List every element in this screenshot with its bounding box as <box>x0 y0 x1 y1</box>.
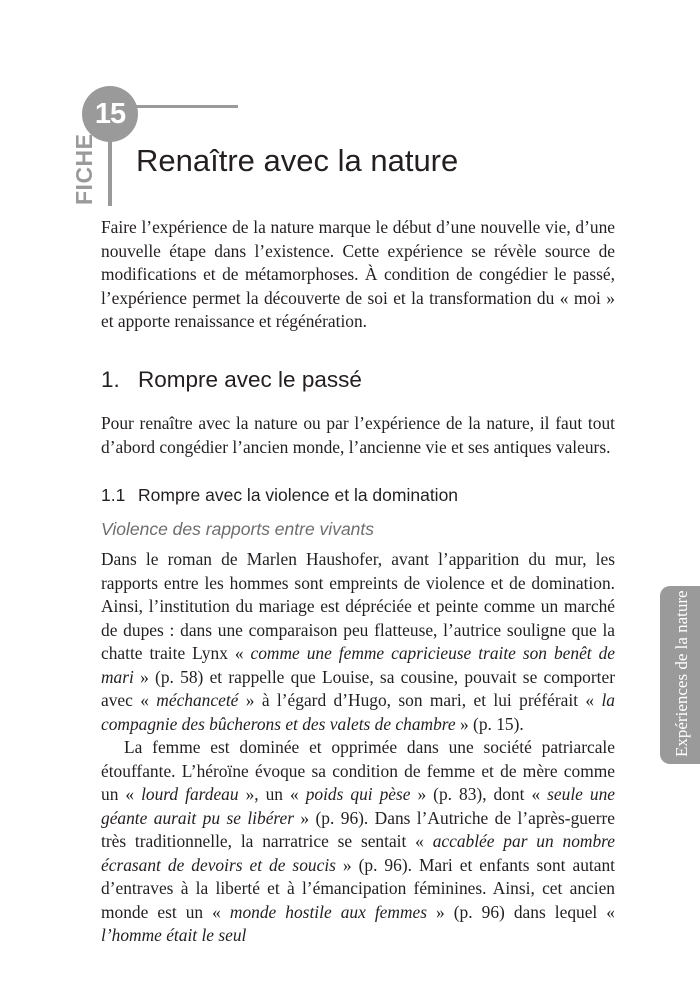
section-number: 1. <box>101 367 120 392</box>
quote: seule une géante aurait pu se libérer <box>101 784 615 828</box>
quote: méchanceté <box>156 690 239 710</box>
quote: monde hostile aux femmes <box>229 901 427 922</box>
quote: comme une femme capricieuse traite son benêt de mari <box>101 643 615 687</box>
subsection-number: 1.1 <box>101 485 126 505</box>
subsection-heading <box>101 485 458 506</box>
section-intro-paragraph: Pour renaître avec la nature ou par l’expérience de la nature, il faut tout d’abord congédier l’ancien monde, l’ancienne vie et ses antiques valeurs. <box>101 413 615 457</box>
quote: poids qui pèse <box>305 784 411 804</box>
fiche-side-rule <box>108 140 112 206</box>
quote: la compagnie des bûcherons et des valets de chambre <box>101 690 615 734</box>
chapter-side-tab-label: Expériences de la nature <box>672 590 691 757</box>
subsection-title: Rompre avec la violence et la domination <box>138 485 459 505</box>
header-rule <box>136 105 238 108</box>
quote: accablée par un nombre écrasant de devoirs et de soucis <box>101 831 615 875</box>
quote: lourd fardeau <box>141 784 239 804</box>
paragraph-1: Dans le roman de Marlen Haushofer, avant l’apparition du mur, les rapports entre les hommes sont empreints de violence et de domination. Ainsi, l’institution du mariage est dépréciée et peinte comme un marché de dupes : dans une comparaison peu flatteuse, l’autrice souligne que la chatte traite Lynx « comme une femme capricieuse traite son benêt de mari » (p. 58) et rappelle que Louise, sa cousine, pouvait se comporter avec « méchanceté » à l’égard d’Hugo, son mari, et lui préférait « la compagnie des bûcherons et des valets de chambre » (p. 15). <box>101 549 615 734</box>
paragraph-2: La femme est dominée et opprimée dans une société patriarcale étouffante. L’héroïne évoque sa condition de femme et de mère comme un « lourd fardeau », un « poids qui pèse » (p. 83), dont « seule une géante aurait pu se libérer » (p. 96). Dans l’Autriche de l’après-guerre très traditionnelle, la narratrice se sentait « accablée par un nombre écrasant de devoirs et de soucis » (p. 96). Mari et enfants sont autant d’entraves à la liberté et à l’émancipation féminines. Ainsi, cet ancien monde est un « monde hostile aux femmes » (p. 96) dans lequel « l’homme était le seul <box>101 737 615 945</box>
quote: l’homme était le seul <box>101 925 247 945</box>
body-paragraphs <box>101 548 615 948</box>
fiche-label: FICHE <box>71 133 97 205</box>
section-heading <box>101 367 362 393</box>
fiche-number: 15 <box>94 97 126 130</box>
intro-paragraph: Faire l’expérience de la nature marque le début d’une nouvelle vie, d’une nouvelle étape dans l’existence. Cette expérience se révèle source de modifications et de métamorphoses. À condition de congédier le passé, l’expérience permet la découverte de soi et la transformation du « moi » et apporte renaissance et régénération. <box>101 217 615 331</box>
page-title: Renaître avec la nature <box>136 143 459 178</box>
section-title: Rompre avec le passé <box>138 367 362 392</box>
italic-heading: Violence des rapports entre vivants <box>101 519 375 539</box>
